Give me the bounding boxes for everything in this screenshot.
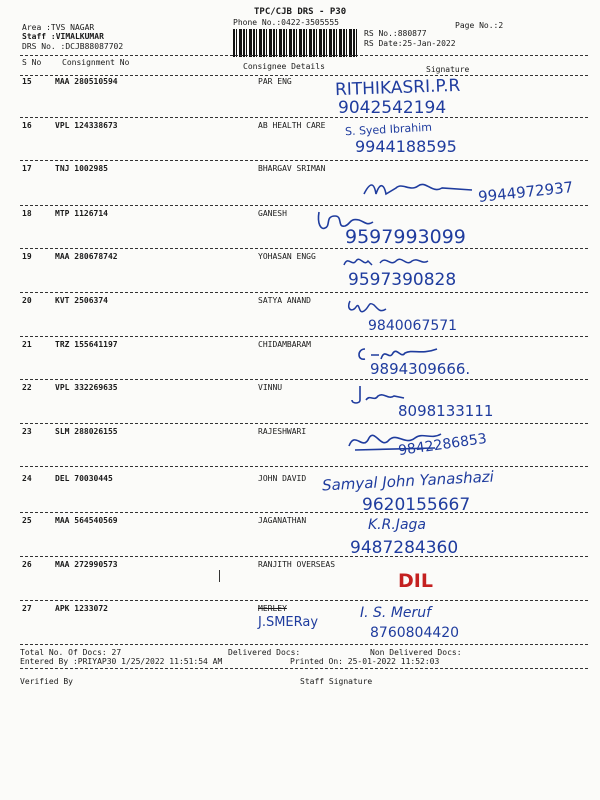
total-docs: Total No. Of Docs: 27: [20, 648, 122, 657]
handwritten-phone: 9944972937: [477, 178, 575, 206]
row-sno: 25: [22, 516, 32, 525]
barcode: [233, 29, 358, 57]
row-consignment: VPL 332269635: [55, 383, 118, 392]
header-bottom-rule: [20, 75, 588, 76]
handwritten-phone: 8760804420: [370, 625, 460, 641]
row-consignee: BHARGAV SRIMAN: [258, 164, 326, 173]
handwritten-phone: 8098133111: [398, 402, 494, 420]
row-sno: 16: [22, 121, 32, 130]
row-rule: [20, 336, 588, 337]
handwritten-phone: 9597390828: [348, 270, 457, 290]
row-sno: 19: [22, 252, 32, 261]
row-consignee: GANESH: [258, 209, 287, 218]
row-sno: 18: [22, 209, 32, 218]
area-label: Area :TVS NAGAR: [22, 23, 95, 32]
row-consignee: PAR ENG: [258, 77, 292, 86]
handwritten-signature: K.R.Jaga: [368, 517, 426, 533]
handwritten-phone: 9042542194: [338, 98, 447, 118]
row-sno: 15: [22, 77, 32, 86]
col-sno: S No: [22, 58, 42, 67]
phone-number: Phone No.:0422-3505555: [233, 18, 339, 27]
verified-by: Verified By: [20, 677, 73, 686]
handwritten-phone: 9597993099: [345, 226, 466, 248]
handwritten-signature: Samyal John Yanashazi: [321, 467, 495, 495]
row-consignee: VINNU: [258, 383, 283, 392]
handwritten-phone: 9620155667: [362, 495, 471, 515]
printed-on: Printed On: 25-01-2022 11:52:03: [290, 657, 440, 666]
row-consignee: CHIDAMBARAM: [258, 340, 311, 349]
row-rule: [20, 248, 588, 249]
rs-date: RS Date:25-Jan-2022: [364, 39, 456, 48]
handwritten-signature: S. Syed Ibrahim: [344, 120, 433, 139]
row-consignment: TRZ 155641197: [55, 340, 118, 349]
document-title: TPC/CJB DRS - P30: [254, 7, 347, 17]
handwritten-phone: 9840067571: [368, 318, 458, 334]
handwritten-phone: 9487284360: [350, 538, 459, 558]
row-consignee: RANJITH OVERSEAS: [258, 560, 336, 569]
row-rule: [20, 117, 588, 118]
staff-label: Staff :VIMALKUMAR: [22, 32, 104, 41]
rs-number: RS No.:880877: [364, 29, 427, 38]
col-signature: Signature: [426, 65, 470, 74]
handwritten-phone: 9944188595: [355, 137, 457, 156]
row-consignment: KVT 2506374: [55, 296, 108, 305]
row-sno: 26: [22, 560, 32, 569]
delivered-docs: Delivered Docs:: [228, 648, 301, 657]
row-sno: 24: [22, 474, 32, 483]
footer-rule: [20, 668, 588, 669]
row-consignee: SATYA ANAND: [258, 296, 311, 305]
row-rule: [20, 160, 588, 161]
row-consignment: DEL 70030445: [55, 474, 113, 483]
pen-mark: [219, 570, 220, 582]
row-consignee: YOHASAN ENGG: [258, 252, 316, 261]
row-consignment: VPL 124338673: [55, 121, 118, 130]
header-top-rule: [20, 55, 588, 56]
handwritten-scribble: [344, 297, 394, 319]
row-sno: 21: [22, 340, 32, 349]
page-number: Page No.:2: [455, 21, 504, 30]
row-consignee: MERLEY: [258, 604, 287, 613]
staff-signature: Staff Signature: [300, 677, 373, 686]
row-consignment: MAA 564540569: [55, 516, 118, 525]
row-consignment: TNJ 1002985: [55, 164, 108, 173]
handwritten-signature: I. S. Meruf: [360, 605, 432, 621]
row-consignment: MTP 1126714: [55, 209, 108, 218]
handwritten-signature: J.SMERay: [258, 615, 319, 630]
row-consignment: APK 1233072: [55, 604, 108, 613]
row-sno: 20: [22, 296, 32, 305]
row-rule: [20, 423, 588, 424]
row-sno: 22: [22, 383, 32, 392]
col-consignee: Consignee Details: [243, 62, 325, 71]
row-rule: [20, 556, 588, 557]
row-sno: 23: [22, 427, 32, 436]
row-consignee: RAJESHWARI: [258, 427, 307, 436]
handwritten-scribble: [362, 178, 482, 200]
row-consignee: JAGANATHAN: [258, 516, 307, 525]
row-sno: 27: [22, 604, 32, 613]
row-rule: [20, 512, 588, 513]
row-sno: 17: [22, 164, 32, 173]
row-consignment: MAA 280510594: [55, 77, 118, 86]
row-rule: [20, 292, 588, 293]
row-consignment: MAA 272990573: [55, 560, 118, 569]
handwritten-status: DIL: [398, 570, 433, 592]
row-rule: [20, 600, 588, 601]
col-consignment: Consignment No: [62, 58, 130, 67]
drs-number: DRS No. :DCJB88087702: [22, 42, 124, 51]
handwritten-phone: 9894309666.: [370, 360, 471, 378]
row-rule: [20, 466, 588, 467]
handwritten-phone: 9842286853: [397, 430, 488, 460]
row-consignee: JOHN DAVID: [258, 474, 307, 483]
row-rule: [20, 379, 588, 380]
row-consignment: SLM 288026155: [55, 427, 118, 436]
row-consignee: AB HEALTH CARE: [258, 121, 326, 130]
entered-by: Entered By :PRIYAP30 1/25/2022 11:51:54 AM: [20, 657, 223, 666]
row-consignment: MAA 280678742: [55, 252, 118, 261]
row-rule: [20, 644, 588, 645]
handwritten-scribble: [342, 253, 432, 271]
non-delivered-docs: Non Delivered Docs:: [370, 648, 462, 657]
row-rule: [20, 205, 588, 206]
handwritten-signature: RITHIKASRI.P.R: [334, 75, 461, 101]
